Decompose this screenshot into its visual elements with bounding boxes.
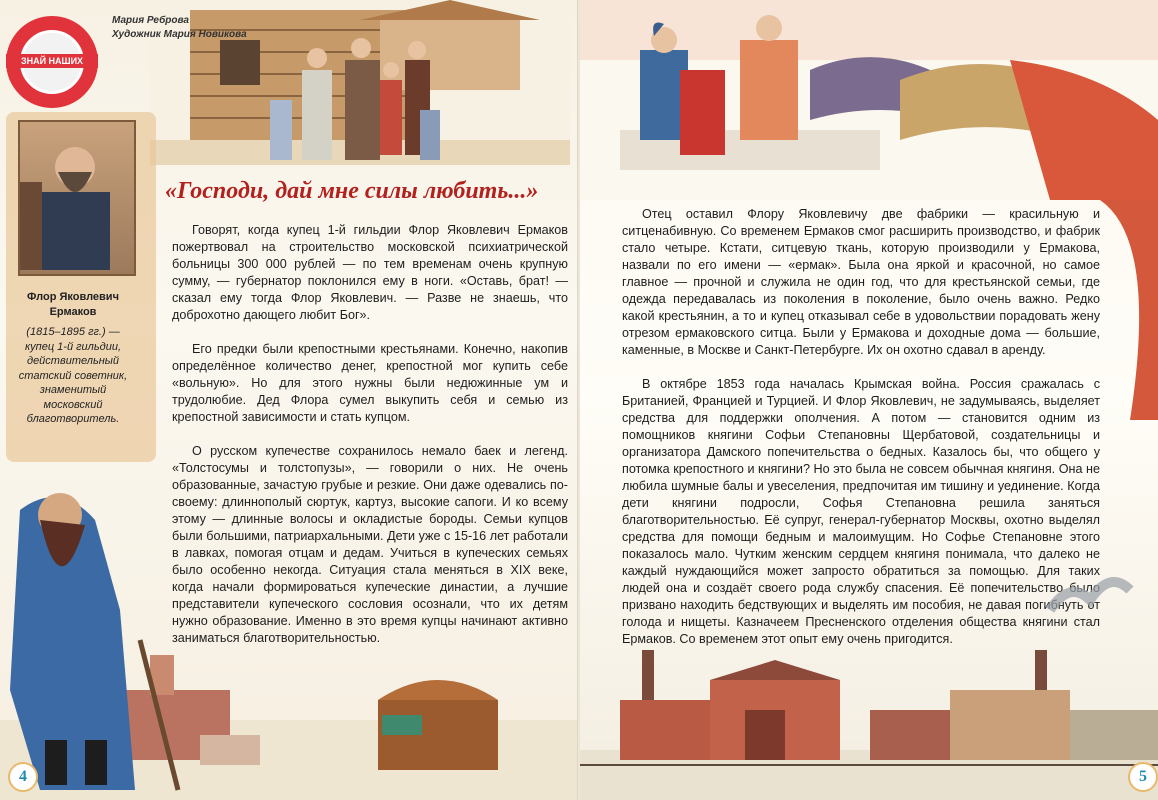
know-ours-badge <box>6 16 98 108</box>
portrait-caption <box>14 290 132 427</box>
illustrator-name: Художник Мария Новикова <box>112 29 247 40</box>
byline <box>112 14 247 42</box>
fabric-illustration <box>580 0 1158 200</box>
ermakov-portrait <box>18 120 136 276</box>
caption-name: Флор Яковлевич Ермаков <box>27 291 119 318</box>
badge-label: ЗНАЙ НАШИХ <box>6 54 98 68</box>
factory-illustration <box>580 560 1158 800</box>
article-title: «Господи, дай мне силы любить...» <box>165 178 539 204</box>
right-paragraph: В октябре 1853 года началась Крымская война. Россия сражалась с Британией, Францией и Турцией. И Флор Яковлевич, не задумываясь, выделяет средства для поддержки ополчения. А потом — становится одним из помощников княгини Софьи Степановны Щербатовой, создательницы и организатора Дамского попечительства о бедных. Казалось бы, что общего у потомка крепостного и княгини? Но это была не совсем обычная княгиня. Она не любила шумные балы и увеселения, предпочитая им тишину и уединение. Когда дети княгини подросли, Софья Степановна решила заняться благотворительностью. Её супруг, генерал-губернатор Москвы, охотно выделял средства для помощи бедным и малоимущим. Но Софье Степановне этого показалось мало. Чутким женским сердцем княгиня понимала, что далеко не каждый нуждающийся может запросто обратиться за помощью. Для таких людей она и создаёт своего рода службу спасения. Её попечительство было призвано находить бедствующих и выделять им пособия, не давая погибнуть от голода и нищеты. Казначеем Пресненского отделения общества княгини стал Ермаков. Со временем этот опыт ему очень пригодится. <box>622 377 1100 646</box>
right-page <box>580 0 1158 800</box>
left-paragraph: О русском купечестве сохранилось немало баек и легенд. «Толстосумы и толстопузы», — говорили о них. Не очень образованные, зачастую грубые и резкие. Они даже одевались по-своему: длиннополый сюртук, картуз, высокие сапоги. И ко всему этому — длинные волосы и окладистые бороды. Семьи купцов были большими, патриархальными. Дети уже с 15-16 лет работали в лавках, помогая отцам и дедам. Учиться в купеческих семьях было особенно некогда. Ситуация стала меняться в XIX веке, когда начали формироваться купеческие династии, а лучшие представители купеческого сословия осознали, что их детям нужно образование. Именно в это время купцы начинают активно заниматься благотворительностью. <box>172 444 568 645</box>
caption-description: (1815–1895 гг.) — купец 1-й гильдии, действительный статский советник, знаменитый московский благотворитель. <box>18 326 128 425</box>
author-name: Мария Реброва <box>112 15 189 26</box>
merchant-illustration <box>0 470 578 800</box>
right-paragraph: Отец оставил Флору Яковлевичу две фабрики — красильную и ситценабивную. Со временем Ермаков смог расширить производство, и фабрик стало четыре. Кстати, ситцевую ткань, которую производили у Ермакова, назвали по его имени — «ермак». Была она яркой и красочной, но самое главное — прочной и служила не один год, что для крестьянской семьи, где одежда передавалась из поколения в поколение, было очень важно. Редко какой крестьянин, а то и купец отказывал себе в удовольствии порадовать жену отрезом ермаковского ситца. Были у Ермакова и доходные дома — большие, каменные, в Москве и Санкт-Петербурге. Их он охотно сдавал в аренду. <box>622 207 1100 357</box>
page-number-right: 5 <box>1128 762 1158 792</box>
left-page <box>0 0 578 800</box>
left-paragraph: Говорят, когда купец 1-й гильдии Флор Яковлевич Ермаков пожертвовал на строительство московской психиатрической больницы 300 000 рублей — по тем временам очень крупную сумму, — губернатор поклонился ему в ноги. «Оставь, брат! — сказал ему тогда Флор Яковлевич. — Разве не знаешь, что доброхотно дающего любит Бог». <box>172 223 568 322</box>
fabric-roll-right <box>1100 200 1158 420</box>
page-number-left: 4 <box>8 762 38 792</box>
left-paragraph: Его предки были крепостными крестьянами. Конечно, накопив определённое количество денег, крепостной мог купить себе «вольную». Но для этого нужны были недюжинные ум и трудолюбие. Дед Флора сумел выкупить себя и семью из крепостной зависимости и стать купцом. <box>172 342 568 424</box>
